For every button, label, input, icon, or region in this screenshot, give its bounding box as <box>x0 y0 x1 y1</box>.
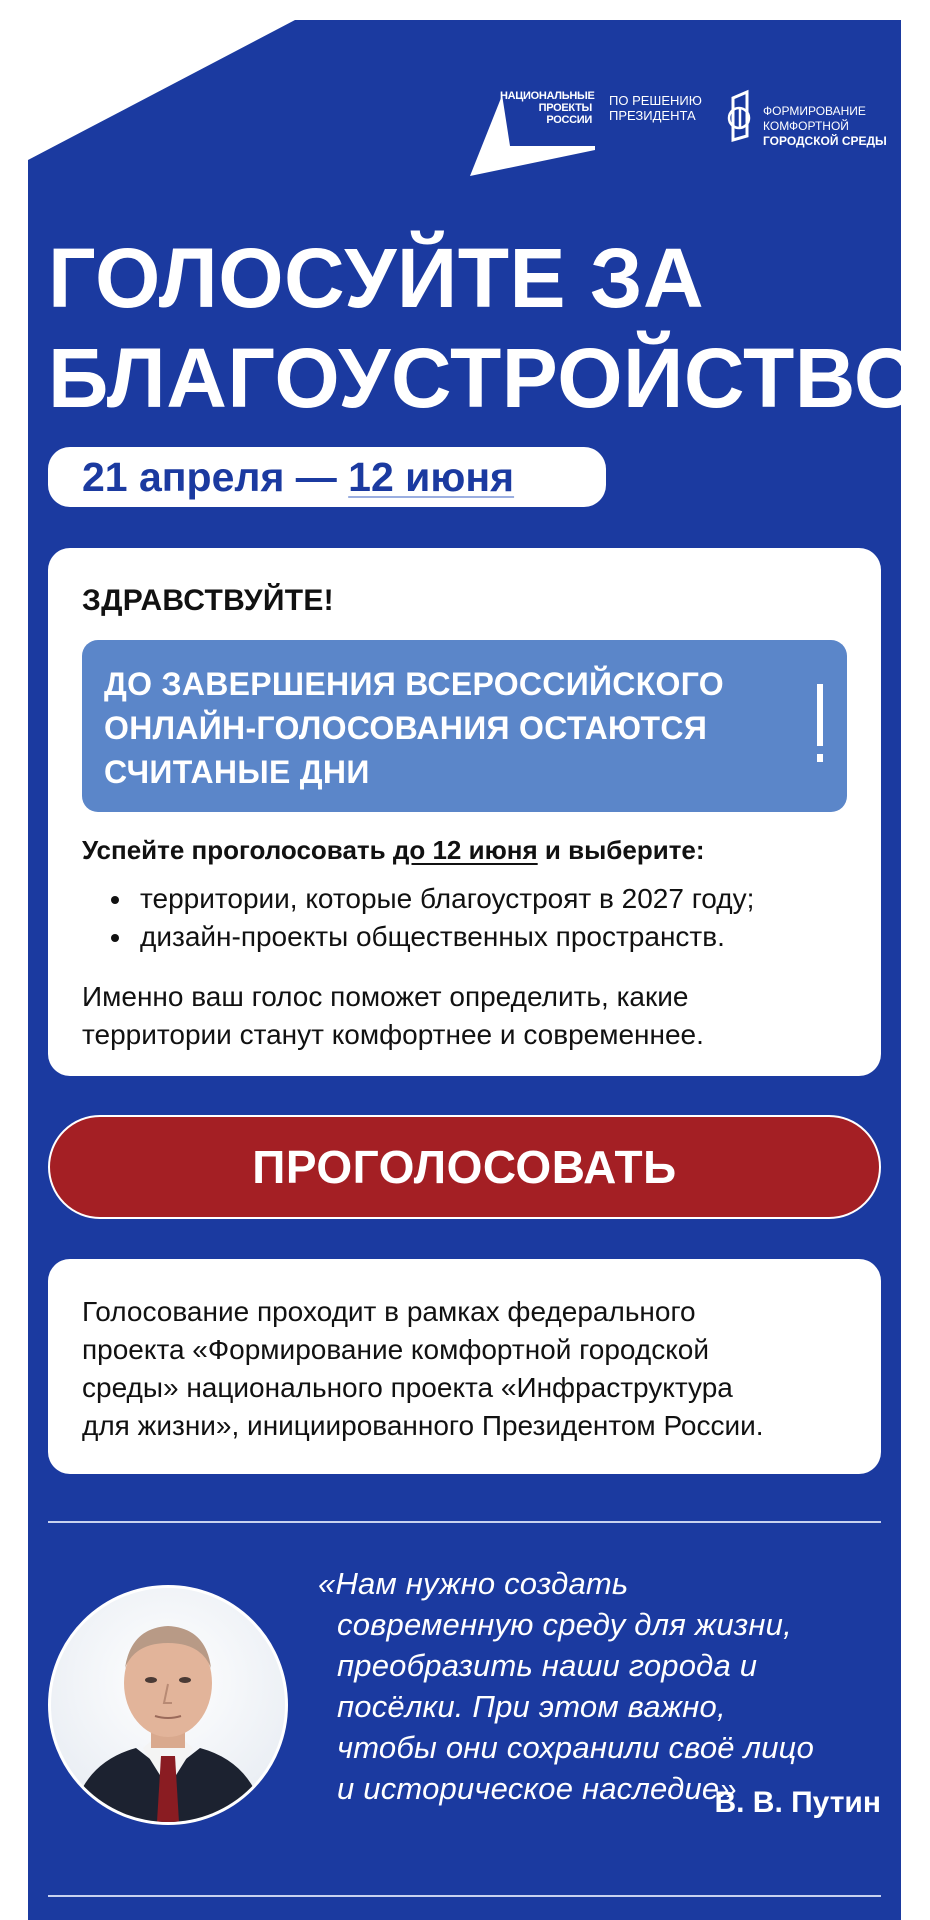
divider <box>48 1521 881 1523</box>
city-environment-logo-text: ФОРМИРОВАНИЕ КОМФОРТНОЙ ГОРОДСКОЙ СРЕДЫ <box>763 104 887 148</box>
list-item: • дизайн-проекты общественных пространств. <box>134 918 847 956</box>
dates-start: 21 апреля — <box>82 454 349 500</box>
list-item: • территории, которые благоустроят в 2027 году; <box>134 880 847 918</box>
person-portrait-icon <box>51 1588 285 1822</box>
voting-dates-badge <box>48 447 606 507</box>
vote-button[interactable]: ПРОГОЛОСОВАТЬ <box>48 1115 881 1219</box>
title-line: ГОЛОСУЙТЕ ЗА <box>48 231 705 325</box>
portrait-photo <box>48 1585 288 1825</box>
federal-project-card <box>48 1259 881 1474</box>
info-paragraph: Именно ваш голос поможет определить, какие территории станут комфортнее и современнее. <box>82 981 704 1050</box>
alert-text: ДО ЗАВЕРШЕНИЯ ВСЕРОССИЙСКОГО ОНЛАЙН-ГОЛОСОВАНИЯ ОСТАЮТСЯ СЧИТАНЫЕ ДНИ <box>104 666 724 790</box>
greeting: ЗДРАВСТВУЙТЕ! <box>82 584 334 617</box>
divider <box>48 1895 881 1897</box>
exclamation-icon <box>817 684 825 762</box>
page-title <box>48 228 920 428</box>
quote-text: «Нам нужно создать современную среду для жизни, преобразить наши города и посёлки. При этом важно, чтобы они сохранили своё лицо и историческое наследие» <box>318 1566 815 1806</box>
national-projects-logo-text: НАЦИОНАЛЬНЫЕ ПРОЕКТЫ РОССИИ <box>500 90 595 126</box>
deadline-alert <box>82 640 847 812</box>
info-card <box>48 548 881 1076</box>
lead-text: Успейте проголосовать до 12 июня и выберите: <box>82 835 705 865</box>
dates-end: 12 июня <box>348 454 515 500</box>
president-decision-text: ПО РЕШЕНИЮ ПРЕЗИДЕНТА <box>609 93 702 123</box>
title-line: БЛАГОУСТРОЙСТВО <box>48 331 920 425</box>
federal-project-text: Голосование проходит в рамках федерального проекта «Формирование комфортной городской среды» национального проекта «Инфраструктура для жизни», инициированного Президентом России. <box>82 1296 764 1441</box>
quote-author: В. В. Путин <box>714 1786 881 1819</box>
choice-list <box>82 880 847 956</box>
city-environment-logo-icon <box>727 88 755 144</box>
